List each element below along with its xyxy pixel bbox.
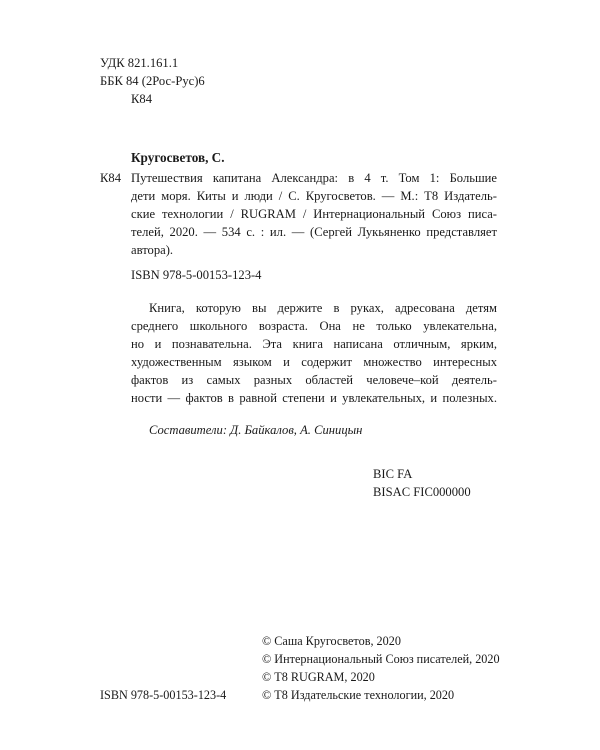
bisac-code: BISAC FIC000000 — [373, 485, 471, 499]
description-line-1: Путешествия капитана Александра: в 4 т. Том 1: Большие — [131, 171, 497, 185]
udk-code: УДК 821.161.1 — [100, 56, 179, 70]
annotation-line-3: но и познавательна. Эта книга написана отличным, ярким, — [131, 337, 497, 351]
isbn-footer: ISBN 978-5-00153-123-4 — [100, 688, 227, 702]
copyright-line-2: © Интернациональный Союз писателей, 2020 — [262, 652, 500, 666]
annotation-line-5: фактов из самых разных областей человече–кой деятель- — [131, 373, 497, 387]
annotation-line-4: художественным языком и содержит множество интересных — [131, 355, 497, 369]
annotation-line-2: среднего школьного возраста. Она не только увлекательна, — [131, 319, 497, 333]
author-sign-record: К84 — [100, 171, 121, 185]
bic-code: BIC FA — [373, 467, 413, 481]
compilers: Составители: Д. Байкалов, А. Синицын — [149, 423, 363, 437]
copyright-line-3: © Т8 RUGRAM, 2020 — [262, 670, 375, 684]
annotation-line-1: Книга, которую вы держите в руках, адресована детям — [149, 301, 497, 315]
description-line-4: телей, 2020. — 534 с. : ил. — (Сергей Лукьяненко представляет — [131, 225, 497, 239]
isbn-record: ISBN 978-5-00153-123-4 — [131, 268, 262, 282]
bbk-code: ББК 84 (2Рос-Рус)6 — [100, 74, 205, 88]
author-name: Кругосветов, С. — [131, 150, 225, 165]
description-line-3: ские технологии / RUGRAM / Интернациональный Союз писа- — [131, 207, 497, 221]
copyright-line-4: © Т8 Издательские технологии, 2020 — [262, 688, 455, 702]
description-line-2: дети моря. Киты и люди / С. Кругосветов. — М.: Т8 Издатель- — [131, 189, 497, 203]
author-sign-top: К84 — [131, 92, 152, 106]
annotation-line-6: ности — фактов в равной степени и увлекательных, и полезных. — [131, 391, 497, 405]
copyright-line-1: © Саша Кругосветов, 2020 — [262, 634, 401, 648]
description-line-5: автора). — [131, 243, 174, 257]
